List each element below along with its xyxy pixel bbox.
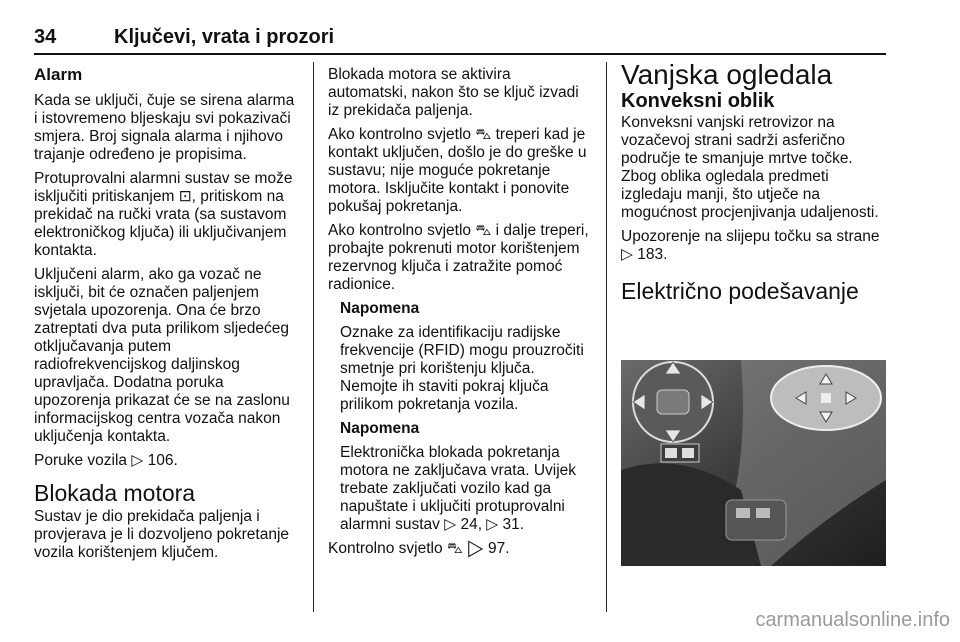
cross-reference[interactable]: Upozorenje na slijepu točku sa strane ▷ 183. — [621, 228, 880, 263]
cross-reference[interactable]: Poruke vozila ▷ 106. — [34, 452, 178, 469]
section-title-alarm: Alarm — [34, 65, 83, 84]
subsection-title-convex: Konveksni oblik — [621, 90, 775, 112]
paragraph: Uključeni alarm, ako ga vozač ne isključi, bit će označen paljenjem svjetala upozorenja. Ona će brzo zatreptati dva puta prilikom sljedećeg otključavanja putem radiofrekvencijskog daljinskog upravljača. Dodatna poruka upozorenja prikazat će se na zaslonu informacijskog centra vozača nakon uključenja kontakta. — [34, 266, 290, 445]
column-right — [621, 59, 886, 304]
cross-reference[interactable]: Kontrolno svjetlo ⛍ ▷ 97. — [328, 540, 510, 557]
note-block — [340, 300, 594, 534]
mirror-control-photo — [621, 360, 886, 566]
paragraph: Blokada motora se aktivira automatski, nakon što se ključ izvadi iz prekidača paljenja. — [328, 66, 579, 119]
page-header — [34, 26, 886, 56]
paragraph: Ako kontrolno svjetlo ⛍ treperi kad je kontakt uključen, došlo je do greške u sustavu; nije moguće pokretanje motora. Isključite kontakt i ponovite pokušaj pokretanja. — [328, 126, 587, 215]
header-divider — [34, 53, 886, 55]
column-left — [34, 66, 298, 568]
section-title-mirrors: Vanjska ogledala — [621, 59, 833, 90]
watermark: carmanualsonline.info — [755, 609, 950, 631]
note-text: Oznake za identifikaciju radijske frekvencije (RFID) mogu prouzročiti smetnje pri korištenju ključa. Nemojte ih staviti pokraj ključa prilikom pokretanja vozila. — [340, 324, 584, 413]
chapter-title: Ključevi, vrata i prozori — [114, 26, 335, 48]
column-middle — [328, 66, 594, 564]
subsection-title-electric: Električno podešavanje — [621, 278, 859, 304]
section-title-immobiliser: Blokada motora — [34, 480, 196, 506]
page-number: 34 — [34, 26, 57, 48]
paragraph: Sustav je dio prekidača paljenja i provjerava je li dozvoljeno pokretanje vozila korištenjem ključem. — [34, 508, 290, 561]
note-title: Napomena — [340, 420, 420, 437]
note-text: Elektronička blokada pokretanja motora ne zaključava vrata. Uvijek trebate zaključati vozilo kad ga napuštate i uključiti protuprovalni alarmni sustav ▷ 24, ▷ 31. — [340, 444, 577, 533]
paragraph: Konveksni vanjski retrovizor na vozačevoj strani sadrži asferično područje te smanjuje mrtve točke. Zbog oblika ogledala predmeti izgledaju manji, što utječe na mogućnost procjenjivanja udaljenosti. — [621, 114, 879, 221]
column-divider — [606, 62, 607, 612]
paragraph: Ako kontrolno svjetlo ⛍ i dalje treperi, probajte pokrenuti motor korištenjem rezervnog ključa i zatražite pomoć radionice. — [328, 222, 589, 293]
paragraph: Protuprovalni alarmni sustav se može isključiti pritiskanjem ⊡, pritiskom na prekidač na ručki vrata (sa sustavom elektroničkog ključa) ili uključivanjem kontakta. — [34, 170, 293, 259]
column-divider — [313, 62, 314, 612]
paragraph: Kada se uključi, čuje se sirena alarma i istovremeno bljeskaju svi pokazivači smjera. Broj signala alarma i njihovo trajanje određeno je propisima. — [34, 92, 295, 163]
note-title: Napomena — [340, 300, 420, 317]
